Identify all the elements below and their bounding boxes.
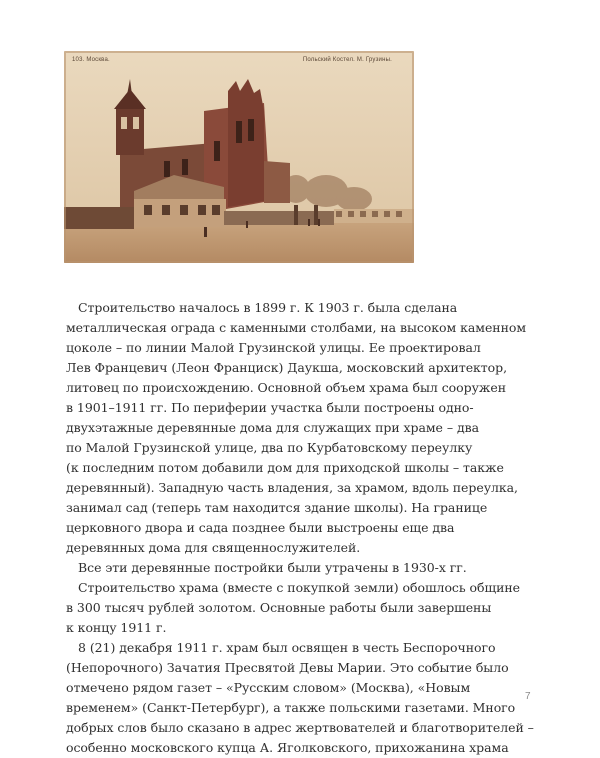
text-line: в 300 тысяч рублей золотом. Основные работы были завершены [66,600,492,615]
photo-caption-left: 103. Москва. [72,57,110,63]
text-line: особенно московского купца А. Яголковского, прихожанина храма [66,740,509,755]
paragraph-4 [66,638,536,758]
text-line: деревянный). Западную часть владения, за храмом, вдоль переулка, [66,480,518,495]
page-number: 7 [525,691,531,702]
body-text [66,298,536,758]
text-line: металлическая ограда с каменными столбами, на высоком каменном [66,320,526,335]
text-line: занимал сад (теперь там находится здание школы). На границе [66,500,488,515]
text-line: в 1901–1911 гг. По периферии участка были построены одно- [66,400,474,415]
text-line: к концу 1911 г. [66,620,167,635]
text-line: 8 (21) декабря 1911 г. храм был освящен в честь Беспорочного [78,640,496,655]
text-line: деревянных дома для священнослужителей. [66,540,361,555]
text-line: цоколе – по линии Малой Грузинской улицы. Ее проектировал [66,340,481,355]
text-line: по Малой Грузинской улице, два по Курбатовскому переулку [66,440,473,455]
text-line: отмечено рядом газет – «Русским словом» (Москва), «Новым [66,680,471,695]
text-line: Все эти деревянные постройки были утрачены в 1930-х гг. [78,560,467,575]
text-line: литовец по происхождению. Основной объем храма был сооружен [66,380,506,395]
right-buildings [334,209,414,223]
text-line: церковного двора и сада позднее были выстроены еще два [66,520,455,535]
historic-photo-kostel [64,51,414,263]
photo-drawing [64,51,414,263]
text-line: Лев Францевич (Леон Франциск) Даукша, московский архитектор, [66,360,508,375]
text-line: (Непорочного) Зачатия Пресвятой Девы Марии. Это событие было [66,660,509,675]
text-line: Строительство началось в 1899 г. К 1903 г. была сделана [78,300,458,315]
paragraph-2 [66,558,536,578]
paragraph-3 [66,578,536,638]
text-line: временем» (Санкт-Петербург), а также польскими газетами. Много [66,700,516,715]
photo-caption-right: Польский Костел. М. Грузины. [302,57,392,63]
text-line: добрых слов было сказано в адрес жертвователей и благотворителей – [66,720,534,735]
text-line: двухэтажные деревянные дома для служащих при храме – два [66,420,479,435]
text-line: (к последним потом добавили дом для приходской школы – также [66,460,504,475]
paragraph-1 [66,298,536,558]
text-line: Строительство храма (вместе с покупкой земли) обошлось общине [78,580,520,595]
